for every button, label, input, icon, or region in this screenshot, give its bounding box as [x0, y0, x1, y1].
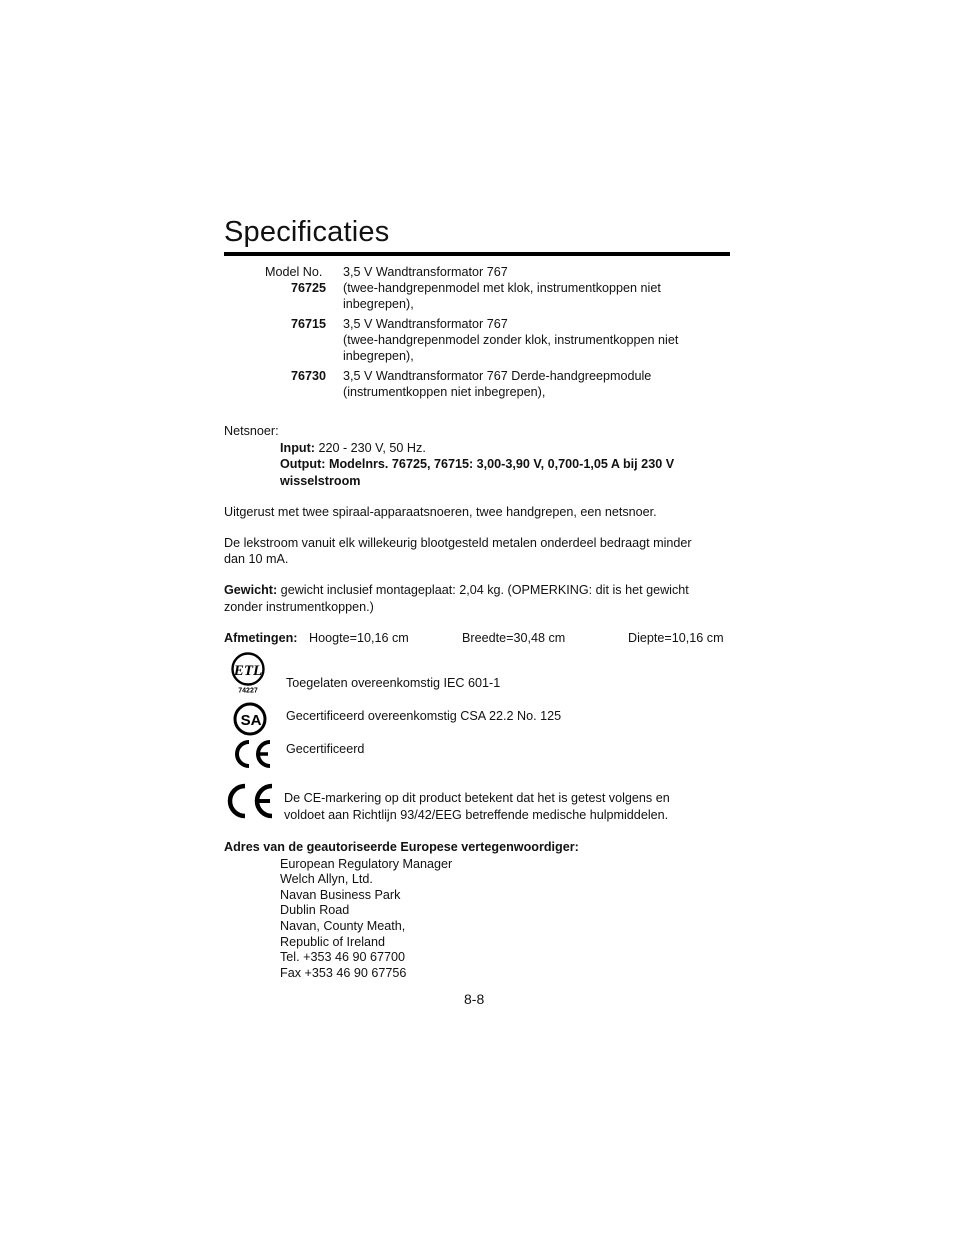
model-desc-line: 3,5 V Wandtransformator 767 Derde-handgreepmodule — [343, 369, 652, 383]
address-line: European Regulatory Manager — [280, 857, 453, 871]
output-spec-line: wisselstroom — [280, 474, 361, 488]
weight-label: Gewicht: — [224, 583, 278, 597]
dimension-depth: Diepte=10,16 cm — [628, 631, 724, 645]
model-desc-line: inbegrepen), — [343, 349, 414, 363]
address-line: Tel. +353 46 90 67700 — [280, 950, 405, 964]
dimension-height: Hoogte=10,16 cm — [309, 631, 409, 645]
model-number: 76715 — [291, 317, 327, 331]
etl-approval-text: Toegelaten overeenkomstig IEC 601-1 — [286, 676, 501, 690]
etl-listed-icon — [228, 652, 268, 694]
leakage-paragraph-line: De lekstroom vanuit elk willekeurig blootgesteld metalen onderdeel bedraagt minder — [224, 536, 692, 550]
model-desc-line: 3,5 V Wandtransformator 767 — [343, 265, 508, 279]
weight-text: gewicht inclusief montageplaat: 2,04 kg. (OPMERKING: dit is het gewicht — [277, 583, 689, 597]
address-line: Republic of Ireland — [280, 935, 386, 949]
svg-text:74227: 74227 — [238, 687, 258, 694]
ce-mark-large-icon — [222, 782, 276, 820]
model-number: 76730 — [291, 369, 327, 383]
csa-certified-icon — [232, 700, 268, 738]
address-line: Navan, County Meath, — [280, 919, 406, 933]
csa-certification-text: Gecertificeerd overeenkomstig CSA 22.2 No. 125 — [286, 709, 562, 723]
svg-text:ETL: ETL — [233, 663, 263, 679]
ce-mark-icon — [230, 738, 274, 770]
address-line: Welch Allyn, Ltd. — [280, 872, 373, 886]
model-desc-line: (twee-handgrepenmodel zonder klok, instrumentkoppen niet — [343, 333, 679, 347]
netsnoer-label: Netsnoer: — [224, 424, 279, 438]
representative-heading: Adres van de geautoriseerde Europese vertegenwoordiger: — [224, 840, 579, 854]
svg-text:SA: SA — [240, 712, 262, 729]
equipped-paragraph: Uitgerust met twee spiraal-apparaatsnoeren, twee handgrepen, een netsnoer. — [224, 505, 657, 519]
address-line: Fax +353 46 90 67756 — [280, 966, 407, 980]
model-desc-line: (instrumentkoppen niet inbegrepen), — [343, 385, 546, 399]
model-number: 76725 — [291, 281, 327, 295]
page-number: 8-8 — [464, 991, 485, 1007]
model-header-label: Model No. — [265, 265, 323, 279]
weight-paragraph-line: zonder instrumentkoppen.) — [224, 600, 374, 614]
input-spec — [280, 440, 426, 456]
leakage-paragraph-line: dan 10 mA. — [224, 552, 289, 566]
dimensions-label: Afmetingen: — [224, 631, 298, 645]
page-title: Specificaties — [224, 216, 390, 248]
title-rule — [224, 252, 730, 256]
input-value: 220 - 230 V, 50 Hz. — [314, 441, 426, 455]
model-desc-line: (twee-handgrepenmodel met klok, instrumentkoppen niet — [343, 281, 661, 295]
output-spec-line: Output: Modelnrs. 76725, 76715: 3,00-3,90 V, 0,700-1,05 A bij 230 V — [280, 457, 675, 471]
ce-marking-line: De CE-markering op dit product betekent dat het is getest volgens en — [284, 791, 670, 805]
ce-marking-line: voldoet aan Richtlijn 93/42/EEG betreffende medische hulpmiddelen. — [284, 808, 669, 822]
model-desc-line: inbegrepen), — [343, 297, 414, 311]
input-label: Input: — [280, 441, 315, 455]
weight-paragraph — [224, 582, 689, 598]
ce-certified-text: Gecertificeerd — [286, 742, 365, 756]
address-line: Navan Business Park — [280, 888, 401, 902]
model-desc-line: 3,5 V Wandtransformator 767 — [343, 317, 508, 331]
address-line: Dublin Road — [280, 903, 350, 917]
dimension-width: Breedte=30,48 cm — [462, 631, 566, 645]
